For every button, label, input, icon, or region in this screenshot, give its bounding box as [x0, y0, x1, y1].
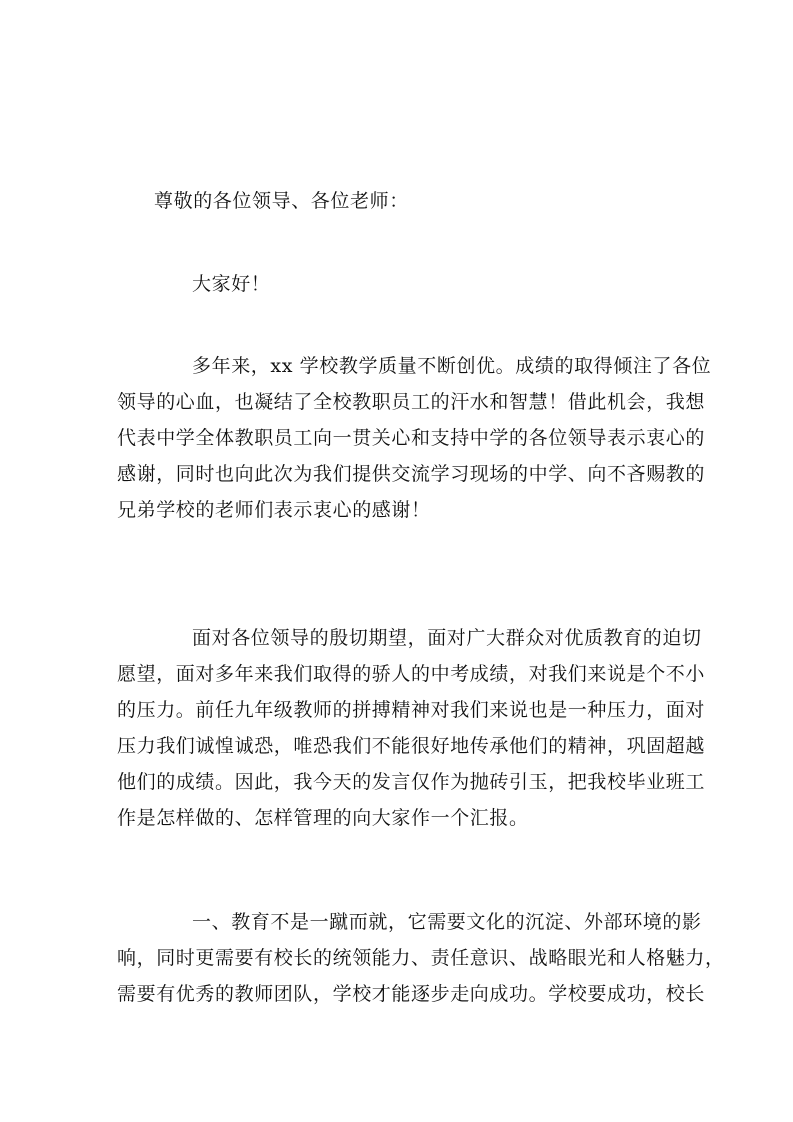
paragraph-line: 兄弟学校的老师们表示衷心的感谢！ [117, 499, 431, 521]
paragraph-line: 响，同时更需要有校长的统领能力、责任意识、战略眼光和人格魅力， [117, 947, 725, 969]
paragraph-line: 需要有优秀的教师团队，学校才能逐步走向成功。学校要成功，校长 [117, 983, 706, 1005]
paragraph-line: 面对各位领导的殷切期望，面对广大群众对优质教育的迫切 [192, 627, 702, 649]
paragraph-line: 一、教育不是一蹴而就，它需要文化的沉淀、外部环境的影 [192, 911, 702, 933]
salutation: 尊敬的各位领导、各位老师： [154, 190, 409, 212]
paragraph-line: 愿望，面对多年来我们取得的骄人的中考成绩，对我们来说是个不小 [117, 663, 706, 685]
paragraph-line: 代表中学全体教职员工向一贯关心和支持中学的各位领导表示衷心的 [117, 427, 706, 449]
paragraph-line: 作是怎样做的、怎样管理的向大家作一个汇报。 [117, 807, 529, 829]
paragraph-line: 领导的心血，也凝结了全校教职员工的汗水和智慧！借此机会，我想 [117, 391, 706, 413]
paragraph-line: 他们的成绩。因此，我今天的发言仅作为抛砖引玉，把我校毕业班工 [117, 771, 706, 793]
paragraph-line: 压力我们诚惶诚恐，唯恐我们不能很好地传承他们的精神，巩固超越 [117, 735, 706, 757]
greeting: 大家好！ [192, 273, 271, 295]
paragraph-line: 的压力。前任九年级教师的拼搏精神对我们来说也是一种压力，面对 [117, 699, 706, 721]
paragraph-line: 感谢，同时也向此次为我们提供交流学习现场的中学、向不吝赐教的 [117, 463, 706, 485]
paragraph-line: 多年来，xx 学校教学质量不断创优。成绩的取得倾注了各位 [192, 355, 712, 377]
